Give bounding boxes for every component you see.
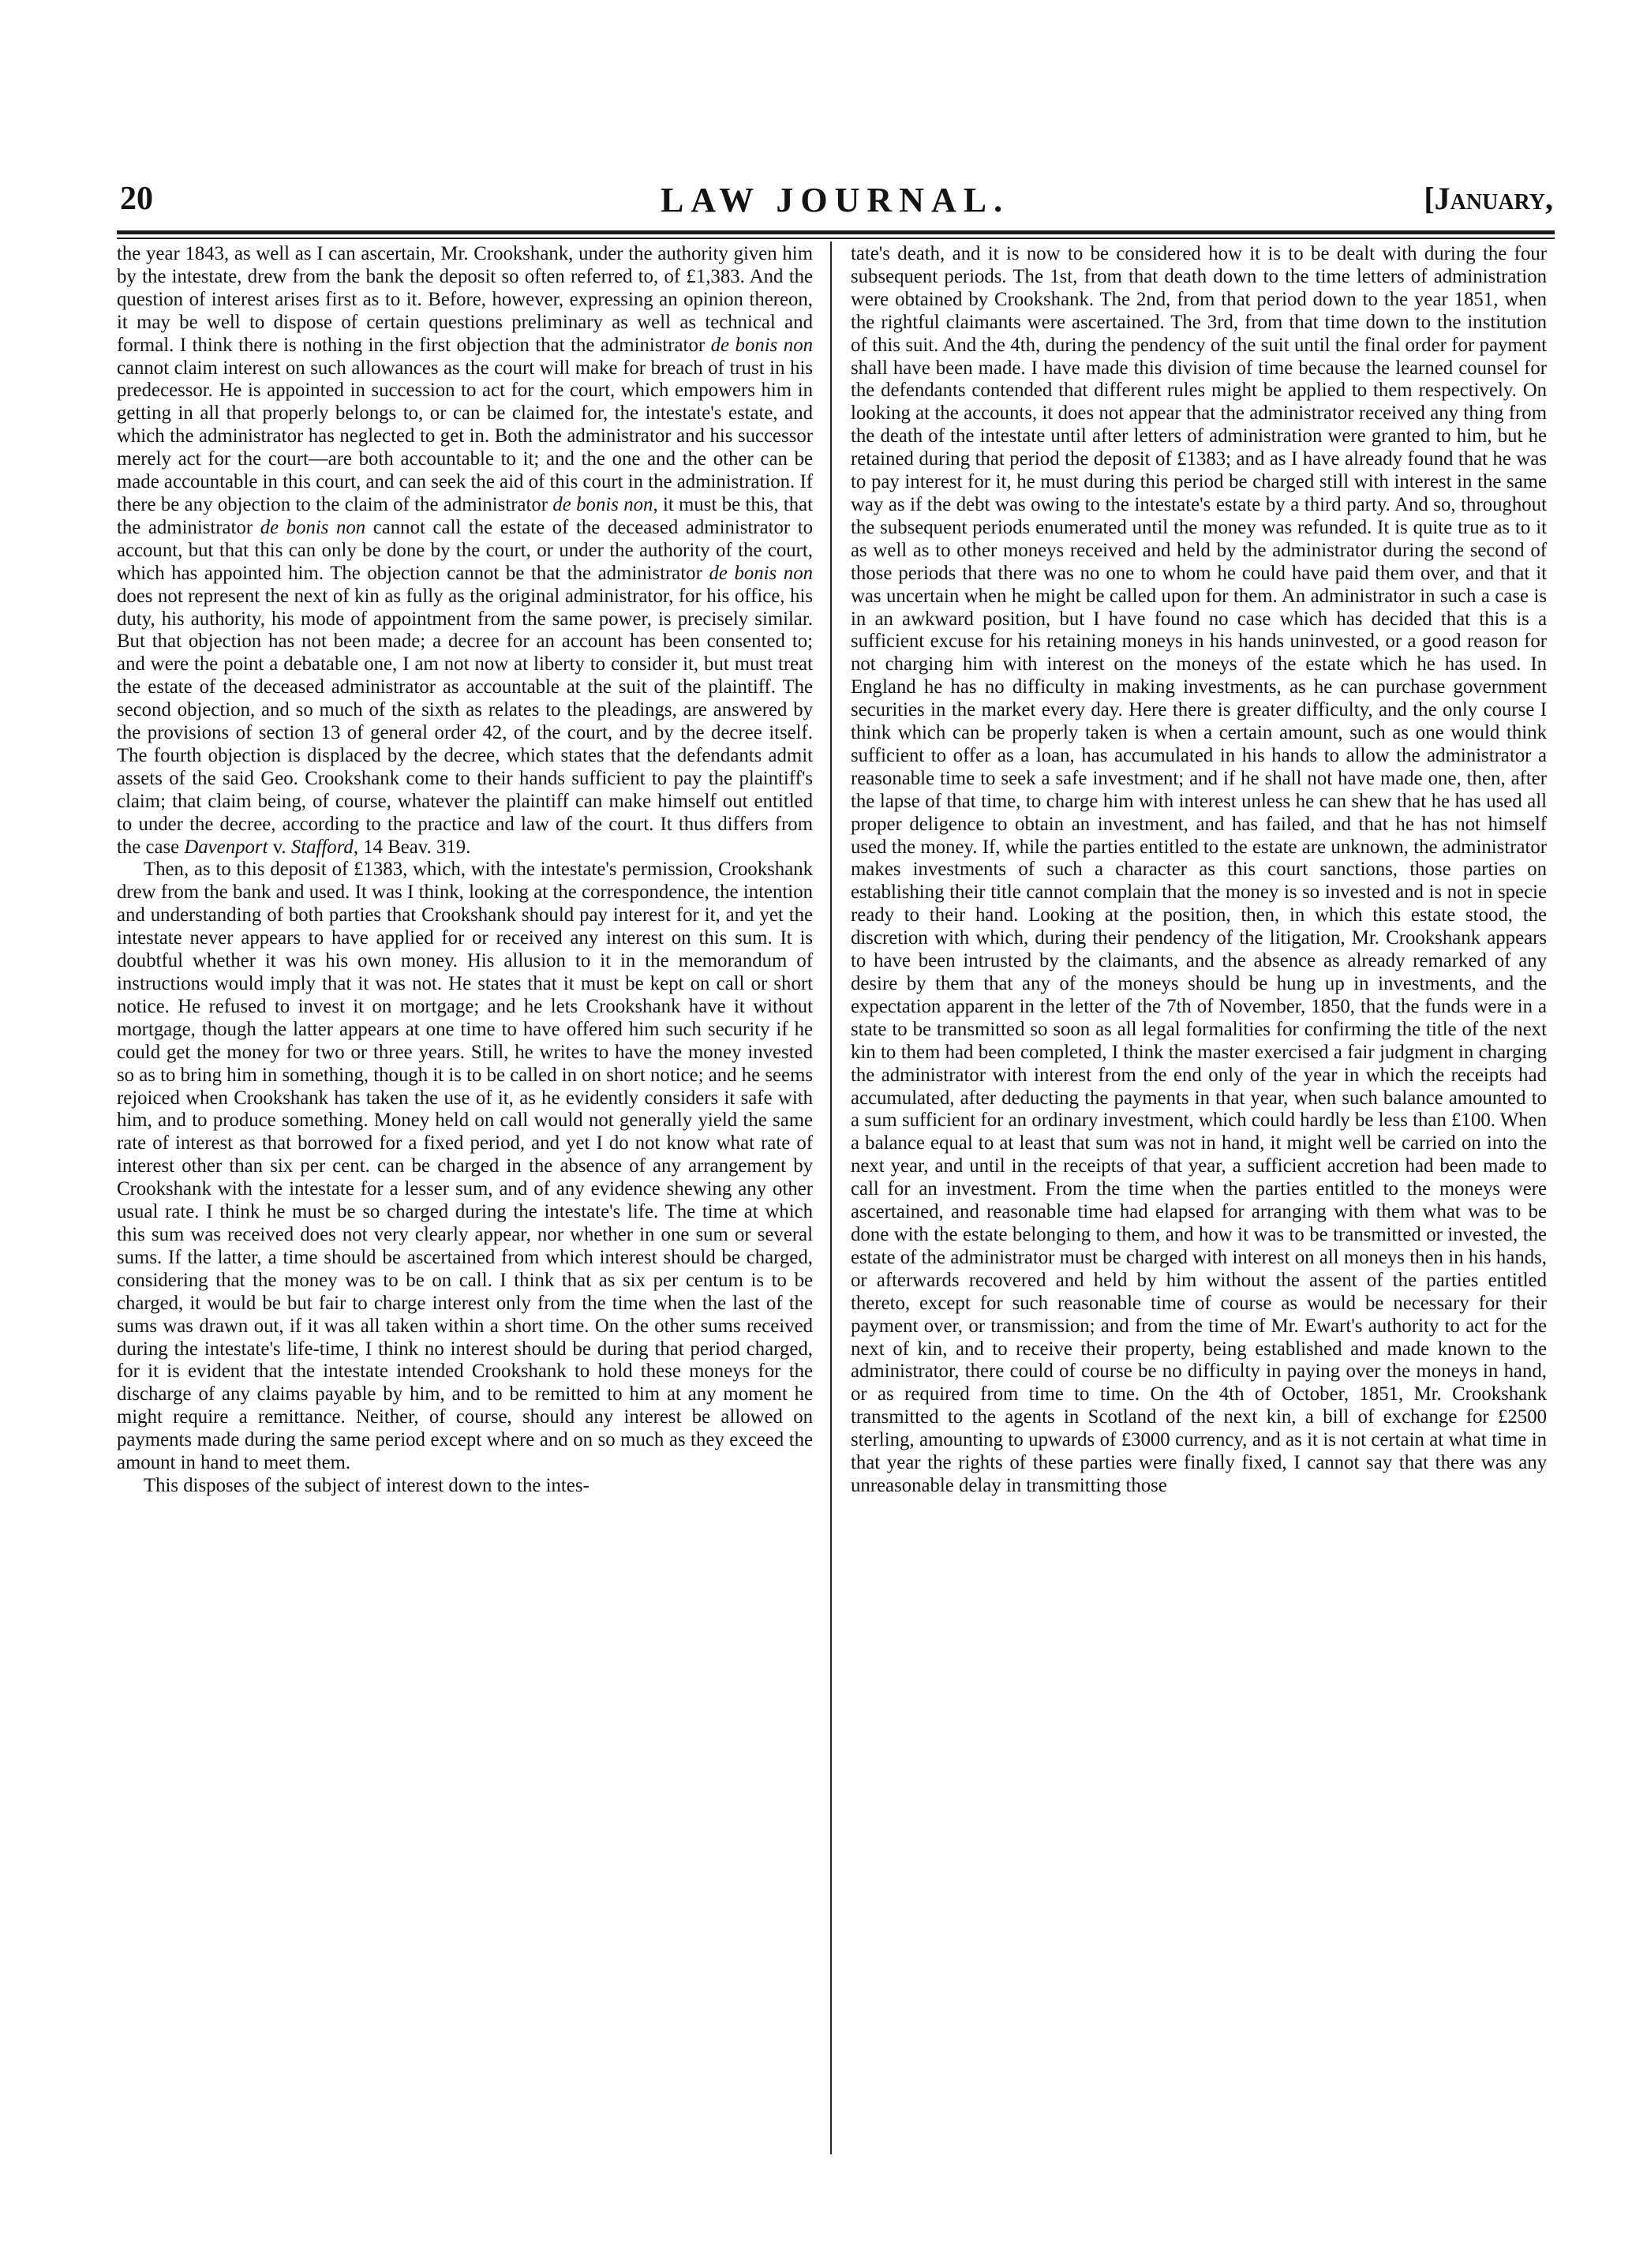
header-date-bracket: [ [1424,181,1435,216]
left-column [117,243,813,1498]
left-paragraph-3: This disposes of the subject of interest down to the intes- [144,1474,590,1496]
latin-term: de bonis non [710,334,813,356]
header-rule-thin [117,238,1555,239]
right-paragraph-1: tate's death, and it is now to be considered how it is to be dealt with during the four subsequent periods. The 1st, from that death down to the time letters of administration were obtained by Crookshank. The 2nd, from that period down to the year 1851, when the rightful claimants were ascertained. The 3rd, from that time down to the institution of this suit. And the 4th, during the pendency of the suit until the final order for payment shall have been made. I have made this division of time because the learned counsel for the defendants contended that different rules might be applied to them respectively. On looking at the accounts, it does not appear that the administrator received any thing from the death of the intestate until after letters of administration were granted to him, but he retained during that period the deposit of £1383; and as I have already found that he was to pay interest for it, he must during this period be charged still with interest in the same way as if the debt was owing to the intestate's estate by a third party. And so, throughout the subsequent periods enumerated until the money was refunded. It is quite true as to it as well as to other moneys received and held by the administrator during the second of those periods that there was no one to whom he could have paid them over, and that it was uncertain when he might be called upon for them. An administrator in such a case is in an awkward position, but I have found no case which has decided that this is a sufficient excuse for his retaining moneys in his hands uninvested, or a good reason for not charging him with interest on the moneys of the estate which he has used. In England he has no difficulty in making investments, as he can purchase government securities in the market every day. Here there is greater difficulty, and the only course I think which can be properly taken is when a certain amount, such as one would think sufficient to offer as a loan, has accumulated in his hands to allow the administrator a reasonable time to seek a safe investment; and if he shall not have made one, then, after the lapse of that time, to charge him with interest unless he can shew that he has used all proper deligence to obtain an investment, and has failed, and that he has not himself used the money. If, while the parties entitled to the estate are unknown, the administrator makes investments of such a character as this court sanctions, those parties on establishing their title cannot complain that the money is so invested and is not in specie ready to their hand. Looking at the position, then, in which this estate stood, the discretion with which, during their pendency of the litigation, Mr. Crookshank appears to have been intrusted by the claimants, and the absence as already remarked of any desire by them that any of the moneys should be hung up in investments, and the expectation apparent in the letter of the 7th of November, 1850, that the funds were in a state to be transmitted so soon as all legal formalities for confirming the title of the next kin to them had been completed, I think the master exercised a fair judgment in charging the administrator with interest from the end only of the year in which the receipts had accumulated, after deducting the payments in that year, when such balance amounted to a sum sufficient for an ordinary investment, which could hardly be less than £100. When a balance equal to at least that sum was not in hand, it might well be carried on into the next year, and until in the receipts of that year, a sufficient accretion had been made to call for an investment. From the time when the parties entitled to the moneys were ascertained, and reasonable time had elapsed for arranging with them what was to be done with the estate belonging to them, and how it was to be transmitted or invested, the estate of the administrator must be charged with interest on all moneys then in his hands, or afterwards recovered and held by him without the assent of the parties entitled thereto, except for such reasonable time of course as would be necessary for their payment over, or transmission; and from the time of Mr. Ewart's authority to act for the next of kin, and to receive their property, being established and made known to the administrator, there could of course be no difficulty in paying over the moneys in hand, or as required from time to time. On the 4th of October, 1851, Mr. Crookshank transmitted to the agents in Scotland of the next kin, a bill of exchange for £2500 sterling, amounting to upwards of £3000 currency, and as it is not certain at what time in that year the rights of these parties were finally fixed, I cannot say that there was any unreasonable delay in transmitting those [851,243,1547,1496]
latin-term: de bonis non [552,493,653,515]
header-date [1424,180,1553,217]
latin-term: de bonis non [709,562,813,584]
left-paragraph-2: Then, as to this deposit of £1383, which, with the intestate's permission, Crookshank drew from the bank and used. It was I think, looking at the correspondence, the intention and understanding of both parties that Crookshank should pay interest for it, and yet the intestate never appears to have applied for or received any interest on this sum. It is doubtful whether it was his own money. His allusion to it in the memorandum of instructions would imply that it was not. He states that it must be kept on call or short notice. He refused to invest it on mortgage; and he lets Crookshank have it without mortgage, though the latter appears at one time to have offered him such security if he could get the money for two or three years. Still, he writes to have the money invested so as to bring him in something, though it is to be called in on short notice; and he seems rejoiced when Crookshank has taken the use of it, as he evidently considers it safe with him, and to produce something. Money held on call would not generally yield the same rate of interest as that borrowed for a fixed period, and yet I do not know what rate of interest other than six per cent. can be charged in the absence of any arrangement by Crookshank with the intestate for a lesser sum, and of any evidence shewing any other usual rate. I think he must be so charged during the intestate's life. The time at which this sum was received does not very clearly appear, nor whether in one sum or several sums. If the latter, a time should be ascertained from which interest should be charged, considering that the money was to be on call. I think that as six per centum is to be charged, it would be but fair to charge interest only from the time when the last of the sums was drawn out, if it was all taken within a short time. On the other sums received during the intestate's life-time, I think no interest should be during that period charged, for it is evident that the intestate intended Crookshank to hold these moneys for the discharge of any claims payable by him, and to be remitted to him at any moment he might require a remittance. Neither, of course, should any interest be allowed on payments made during the same period except where and on so much as they exceed the amount in hand to meet them. [117,859,813,1474]
column-divider [830,241,832,2154]
case-party: Stafford [290,836,354,858]
header-rule-thick [117,230,1555,234]
page-header [117,180,1553,229]
latin-term: de bonis non [260,516,366,538]
journal-title: LAW JOURNAL. [660,181,1010,219]
right-column [851,243,1547,1498]
left-paragraph-1: the year 1843, as well as I can ascertain, Mr. Crookshank, under the authority given him by the intestate, drew from the bank the deposit so often referred to, of £1,383. And the question of interest arises first as to it. Before, however, expressing an opinion thereon, it may be well to dispose of certain questions preliminary as well as technical and formal. I think there is nothing in the first objection that the administrator de bonis non cannot claim interest on such allowances as the court will make for breach of trust in his predecessor. He is appointed in succession to act for the court, which empowers him in getting in all that properly belongs to, or can be claimed for, the intestate's estate, and which the administrator has neglected to get in. Both the administrator and his successor merely act for the court—are both accountable to it; and the one and the other can be made accountable in this court, and can seek the aid of this court in the administration. If there be any objection to the claim of the administrator de bonis non, it must be this, that the administrator de bonis non cannot call the estate of the deceased administrator to account, but that this can only be done by the court, or under the authority of the court, which has appointed him. The objection cannot be that the administrator de bonis non does not represent the next of kin as fully as the original administrator, for his office, his duty, his authority, his mode of appointment from the same power, is precisely similar. But that objection has not been made; a decree for an account has been consented to; and were the point a debatable one, I am not now at liberty to consider it, but must treat the estate of the deceased administrator as accountable at the suit of the plaintiff. The second objection, and so much of the sixth as relates to the pleadings, are answered by the provisions of section 13 of general order 42, of the court, and by the decree itself. The fourth objection is displaced by the decree, which states that the defendants admit assets of the said Geo. Crookshank come to their hands sufficient to pay the plaintiff's claim; that claim being, of course, whatever the plaintiff can make himself out entitled to under the decree, according to the practice and law of the court. It thus differs from the case Davenport v. Stafford, 14 Beav. 319. [117,243,814,858]
header-date-month: January, [1434,181,1553,216]
page-number: 20 [120,181,153,217]
case-party: Davenport [184,836,268,858]
